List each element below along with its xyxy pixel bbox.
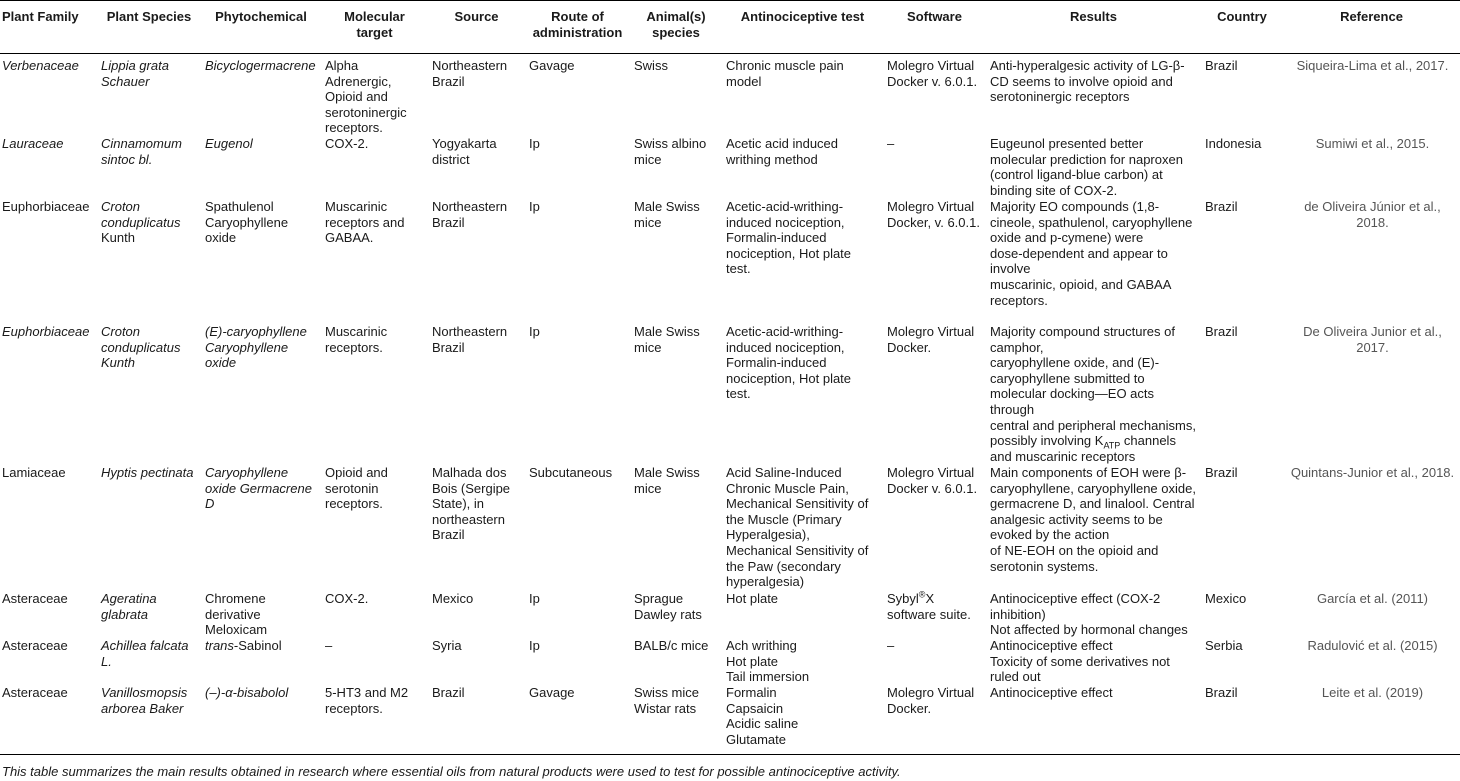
cell-target: COX-2.	[325, 135, 369, 151]
cell-country: Brazil	[1205, 684, 1238, 700]
cell-test: Acetic-acid-writhing-induced nociception, Formalin-induced nociception, Hot plate test.	[726, 323, 852, 402]
cell-species: Croton conduplicatus Kunth	[101, 323, 181, 371]
cell-target: Muscarinic receptors.	[325, 323, 388, 355]
cell-phytochemical: Chromene derivative Meloxicam	[205, 590, 268, 638]
cell-source: Mexico	[432, 590, 474, 606]
cell-reference: de Oliveira Júnior et al., 2018.	[1304, 198, 1441, 230]
cell-software	[883, 591, 986, 638]
cell-family: Euphorbiaceae	[2, 198, 90, 214]
cell-family: Asteraceae	[2, 684, 68, 700]
cell-animal: Male Swiss mice	[634, 464, 700, 496]
cell-results	[986, 324, 1201, 465]
cell-reference: De Oliveira Junior et al., 2017.	[1303, 323, 1442, 355]
cell-route: Ip	[529, 590, 540, 606]
cell-results: Main components of EOH were β-caryophyllene, caryophyllene oxide, germacrene D, and linalool. Central analgesic activity seems to be evoked by the action of NE-EOH on the opioid and serotonin systems.	[990, 464, 1196, 574]
table-row	[0, 54, 1460, 136]
cell-species: Achillea falcata L.	[101, 637, 189, 669]
cell-animal: Sprague Dawley rats	[634, 590, 702, 622]
cell-results: Antinociceptive effect	[990, 684, 1113, 700]
cell-country: Brazil	[1205, 323, 1238, 339]
results-text: Majority compound structures of camphor, caryophyllene oxide, and (E)-caryophyllene submitted to molecular docking—EO acts through central and peripheral mechanisms, possibly involving K	[990, 323, 1196, 449]
cell-phytochemical: (E)-caryophyllene Caryophyllene oxide	[205, 323, 307, 371]
header-country: Country	[1217, 9, 1267, 24]
cell-test: Acid Saline-Induced Chronic Muscle Pain, Mechanical Sensitivity of the Muscle (Primary Hyperalgesia), Mechanical Sensitivity of the Paw (secondary hyperalgesia)	[726, 464, 869, 590]
cell-family: Lauraceae	[2, 135, 64, 151]
header-results: Results	[1070, 9, 1117, 24]
header-antinociceptive-test: Antinociceptive test	[740, 9, 865, 24]
cell-results: Eugeunol presented better molecular prediction for naproxen (control ligand-blue carbon) at binding site of COX-2.	[990, 135, 1183, 198]
cell-reference: Siqueira-Lima et al., 2017.	[1296, 58, 1449, 73]
cell-species: Lippia grata Schauer	[101, 58, 169, 89]
table-row	[0, 591, 1460, 638]
cell-country: Brazil	[1205, 464, 1238, 480]
software-name: Sybyl	[887, 590, 919, 606]
header-phytochemical: Phytochemical	[215, 9, 307, 24]
table-row	[0, 465, 1460, 591]
cell-country: Brazil	[1205, 58, 1238, 73]
cell-software: Molegro Virtual Docker v. 6.0.1.	[887, 464, 978, 496]
cell-country: Mexico	[1205, 590, 1247, 606]
cell-reference: Quintans-Junior et al., 2018.	[1290, 464, 1455, 480]
cell-software: –	[887, 135, 895, 151]
cell-test: Ach writhing Hot plate Tail immersion	[726, 637, 810, 685]
cell-reference: García et al. (2011)	[1316, 590, 1429, 606]
cell-country: Indonesia	[1205, 135, 1262, 151]
cell-test: Chronic muscle pain model	[726, 58, 844, 89]
cell-route: Ip	[529, 323, 540, 339]
software-name-end: X software suite.	[887, 590, 971, 622]
header-molecular-target: Molecular target	[344, 9, 405, 40]
table-row	[0, 199, 1460, 324]
cell-source: Yogyakarta district	[432, 135, 497, 167]
table-row	[0, 685, 1460, 755]
cell-software: Molegro Virtual Docker.	[887, 323, 975, 355]
cell-target: Opioid and serotonin receptors.	[325, 464, 388, 512]
registered-mark: ®	[918, 589, 926, 600]
cell-target: Muscarinic receptors and GABAA.	[325, 198, 405, 246]
cell-test: Hot plate	[726, 590, 779, 606]
cell-target: –	[325, 637, 333, 653]
cell-animal: Swiss mice Wistar rats	[634, 684, 700, 716]
cell-reference: Leite et al. (2019)	[1321, 684, 1424, 700]
cell-family: Lamiaceae	[2, 464, 66, 480]
cell-species: Vanillosmopsis arborea Baker	[101, 684, 188, 716]
cell-results: Antinociceptive effect (COX-2 inhibition) Not affected by hormonal changes	[990, 590, 1188, 638]
cell-animal: Swiss albino mice	[634, 135, 707, 167]
cell-target: 5-HT3 and M2 receptors.	[325, 684, 409, 716]
header-plant-family: Plant Family	[2, 9, 79, 24]
cell-family: Verbenaceae	[2, 58, 79, 73]
cell-species: Ageratina glabrata	[101, 590, 157, 622]
table-row	[0, 136, 1460, 199]
cell-test: Acetic-acid-writhing-induced nociception, Formalin-induced nociception, Hot plate test.	[726, 198, 852, 277]
header-plant-species: Plant Species	[106, 9, 192, 24]
cell-animal: Male Swiss mice	[634, 198, 700, 230]
cell-source: Brazil	[432, 684, 465, 700]
results-text-end: channels and muscarinic receptors	[990, 433, 1176, 464]
species-name: Croton conduplicatus	[101, 198, 181, 230]
cell-software: –	[887, 637, 895, 653]
phytochemical-prefix: trans	[205, 637, 234, 653]
table-caption: This table summarizes the main results obtained in research where essential oils from natural products were used to test for possible antinociceptive activity.	[2, 764, 901, 779]
table-row	[0, 324, 1460, 465]
cell-test: Formalin Capsaicin Acidic saline Glutamate	[726, 684, 799, 747]
header-animal-species: Animal(s) species	[646, 9, 706, 40]
cell-source: Northeastern Brazil	[432, 58, 508, 89]
cell-species: Cinnamomum sintoc bl.	[101, 135, 182, 167]
cell-source: Malhada dos Bois (Sergipe State), in northeastern Brazil	[432, 464, 511, 543]
cell-route: Gavage	[529, 58, 575, 73]
cell-source: Northeastern Brazil	[432, 323, 508, 355]
cell-target: COX-2.	[325, 590, 369, 606]
table-row	[0, 638, 1460, 685]
cell-phytochemical: Eugenol	[205, 135, 253, 151]
cell-route: Ip	[529, 198, 540, 214]
cell-route: Subcutaneous	[529, 464, 613, 480]
cell-test: Acetic acid induced writhing method	[726, 135, 839, 167]
cell-phytochemical: Bicyclogermacrene	[205, 58, 316, 73]
cell-results: Antinociceptive effect Toxicity of some derivatives not ruled out	[990, 637, 1170, 685]
cell-route: Ip	[529, 135, 540, 151]
cell-animal: Swiss	[634, 58, 668, 73]
cell-software: Molegro Virtual Docker v. 6.0.1.	[887, 58, 978, 89]
cell-target: Alpha Adrenergic, Opioid and serotoninergic receptors.	[325, 58, 407, 136]
header-source: Source	[454, 9, 499, 24]
cell-reference: Sumiwi et al., 2015.	[1315, 135, 1430, 151]
cell-animal: BALB/c mice	[634, 637, 709, 653]
phytochemical-name: -Sabinol	[233, 637, 282, 653]
cell-route: Gavage	[529, 684, 575, 700]
cell-software: Molegro Virtual Docker, v. 6.0.1.	[887, 198, 980, 230]
header-row	[0, 1, 1460, 54]
cell-animal: Male Swiss mice	[634, 323, 700, 355]
header-software: Software	[907, 9, 962, 24]
cell-phytochemical	[201, 638, 321, 685]
cell-species	[97, 199, 201, 324]
cell-results: Anti-hyperalgesic activity of LG-β-CD seems to involve opioid and serotoninergic receptors	[990, 58, 1185, 105]
cell-source: Syria	[432, 637, 462, 653]
cell-route: Ip	[529, 637, 540, 653]
header-reference: Reference	[1340, 9, 1403, 24]
cell-country: Serbia	[1205, 637, 1243, 653]
species-authority: Kunth	[101, 230, 135, 246]
cell-source: Northeastern Brazil	[432, 198, 508, 230]
cell-reference: Radulović et al. (2015)	[1307, 637, 1438, 653]
cell-software: Molegro Virtual Docker.	[887, 684, 975, 716]
cell-species: Hyptis pectinata	[101, 464, 194, 480]
cell-country: Brazil	[1205, 198, 1238, 214]
header-route: Route of administration	[532, 9, 623, 40]
cell-phytochemical: Caryophyllene oxide Germacrene D	[205, 464, 312, 512]
cell-family: Euphorbiaceae	[2, 323, 90, 339]
cell-family: Asteraceae	[2, 637, 68, 653]
cell-results: Majority EO compounds (1,8-cineole, spathulenol, caryophyllene oxide and p-cymene) were dose-dependent and appear to involve muscarinic, opioid, and GABAA receptors.	[990, 198, 1193, 308]
cell-phytochemical: Spathulenol Caryophyllene oxide	[205, 198, 289, 246]
katp-subscript: ATP	[1103, 440, 1121, 451]
cell-phytochemical: (–)-α-bisabolol	[205, 684, 289, 700]
cell-family: Asteraceae	[2, 590, 68, 606]
